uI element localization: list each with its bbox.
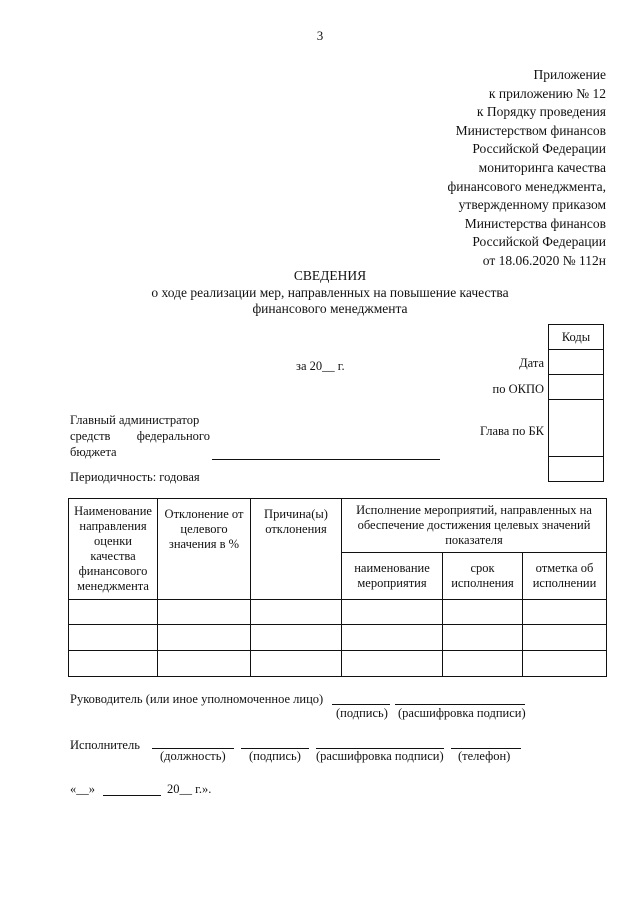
- executor-decode-caption: (расшифровка подписи): [316, 749, 444, 763]
- head-decode-line[interactable]: [395, 704, 525, 705]
- admin-label: [70, 412, 210, 460]
- appendix-line: мониторинга качества: [478, 159, 606, 175]
- admin-line2-a: средств: [70, 429, 111, 443]
- date-year: 20__ г.».: [167, 782, 212, 796]
- bk-code-cell[interactable]: [549, 400, 604, 457]
- date-day: «__»: [70, 782, 95, 796]
- appendix-line: Российской Федерации: [472, 234, 606, 250]
- col-deviation-header: Отклонение от целевого значения в %: [158, 499, 251, 600]
- admin-line3: бюджета: [70, 445, 117, 459]
- head-signature-line[interactable]: [332, 704, 390, 705]
- table-cell[interactable]: [523, 625, 607, 651]
- col-reason-header: Причина(ы) отклонения: [251, 499, 342, 600]
- table-cell[interactable]: [69, 625, 158, 651]
- appendix-line: от 18.06.2020 № 112н: [482, 252, 606, 268]
- appendix-line: Российской Федерации: [472, 141, 606, 157]
- executor-position-caption: (должность): [160, 749, 226, 763]
- executor-phone-caption: (телефон): [458, 749, 511, 763]
- table-cell[interactable]: [69, 651, 158, 677]
- document-subtitle-line2: финансового менеджмента: [252, 301, 408, 316]
- table-cell[interactable]: [158, 625, 251, 651]
- date-label: Дата: [519, 356, 544, 370]
- measures-table: [68, 498, 607, 677]
- page-number: 3: [316, 28, 324, 43]
- table-cell[interactable]: [342, 625, 443, 651]
- table-cell[interactable]: [69, 600, 158, 625]
- sub-measure-name-header: наименование мероприятия: [342, 552, 443, 599]
- table-cell[interactable]: [251, 625, 342, 651]
- okpo-code-cell[interactable]: [549, 375, 604, 400]
- table-cell[interactable]: [443, 651, 523, 677]
- appendix-line: к приложению № 12: [488, 85, 606, 101]
- table-row: [69, 651, 607, 677]
- appendix-line: финансового менеджмента,: [447, 178, 606, 194]
- appendix-line: Министерством финансов: [455, 122, 606, 138]
- appendix-line: Министерства финансов: [464, 215, 606, 231]
- date-month-line[interactable]: [103, 795, 161, 796]
- appendix-block: [346, 66, 606, 271]
- sub-deadline-header: срок исполнения: [443, 552, 523, 599]
- admin-line1: Главный администратор: [70, 413, 200, 427]
- sub-mark-header: отметка об исполнении: [523, 552, 607, 599]
- codes-header: Коды: [549, 325, 604, 350]
- table-cell[interactable]: [251, 651, 342, 677]
- executor-signature-caption: (подпись): [249, 749, 301, 763]
- appendix-line: Приложение: [533, 67, 606, 82]
- periodicity-code-cell[interactable]: [549, 457, 604, 482]
- date-code-cell[interactable]: [549, 350, 604, 375]
- table-cell[interactable]: [158, 600, 251, 625]
- codes-table: [548, 324, 604, 482]
- admin-line2: [70, 428, 210, 444]
- table-cell[interactable]: [523, 651, 607, 677]
- head-decode-caption: (расшифровка подписи): [398, 706, 526, 720]
- admin-line2-b: федерального: [136, 429, 210, 443]
- executor-label: Исполнитель: [70, 738, 140, 752]
- table-cell[interactable]: [342, 651, 443, 677]
- okpo-label: по ОКПО: [492, 382, 544, 396]
- bk-label: Глава по БК: [479, 424, 544, 438]
- table-cell[interactable]: [443, 600, 523, 625]
- table-row: [69, 600, 607, 625]
- col-direction-header: Наименование направления оценки качества финансового менеджмента: [69, 499, 158, 600]
- period-label: за 20__ г.: [296, 359, 345, 373]
- table-cell[interactable]: [443, 625, 523, 651]
- table-cell[interactable]: [342, 600, 443, 625]
- appendix-line: утвержденному приказом: [458, 197, 606, 213]
- table-row: [69, 625, 607, 651]
- table-cell[interactable]: [251, 600, 342, 625]
- periodicity: Периодичность: годовая: [70, 470, 200, 484]
- table-cell[interactable]: [158, 651, 251, 677]
- head-signature-caption: (подпись): [336, 706, 388, 720]
- head-label: Руководитель (или иное уполномоченное лицо): [70, 692, 324, 706]
- appendix-line: к Порядку проведения: [476, 104, 606, 120]
- table-cell[interactable]: [523, 600, 607, 625]
- document-title: СВЕДЕНИЯ: [293, 268, 367, 283]
- col-execution-header: Исполнение мероприятий, направленных на обеспечение достижения целевых значений показателя: [342, 499, 607, 553]
- admin-input-line[interactable]: [212, 459, 440, 460]
- document-subtitle: о ходе реализации мер, направленных на повышение качества: [151, 285, 509, 300]
